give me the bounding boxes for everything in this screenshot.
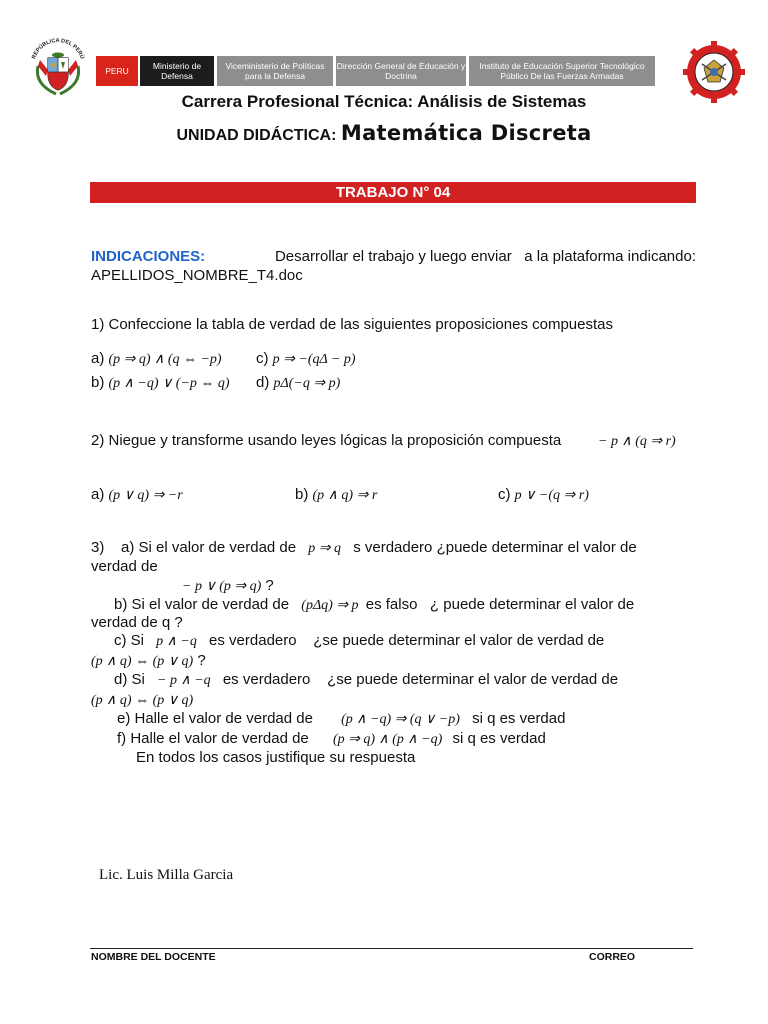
header-box-label: Viceministerio de Políticas para la Defensa (225, 61, 325, 81)
header-box-direction (336, 56, 466, 86)
q3-e-expression: (p ∧ −q) ⇒ (q ∨ −p) (341, 712, 460, 727)
q3-d-expression-2: (p ∧ q) ⇔ (p ∨ q) (91, 693, 194, 708)
q3-f-prefix: f) Halle el valor de verdad de (117, 730, 309, 747)
signature-line (90, 948, 693, 949)
header-box-viceministry (217, 56, 333, 86)
q2-b-expression: (p ∧ q) ⇒ r (312, 488, 378, 503)
q3-closing: En todos los casos justifique su respuesta (136, 749, 416, 766)
q1-c-label: c) (256, 350, 269, 367)
header-box-label: Instituto de Educación Superior Tecnológico Público De las Fuerzas Armadas (479, 61, 645, 81)
indications-label: INDICACIONES: (91, 248, 206, 265)
q1-d-label: d) (256, 374, 270, 391)
q3-d-expression-line (91, 691, 193, 709)
svg-text:REPÚBLICA DEL PERÚ: REPÚBLICA DEL PERÚ (31, 37, 85, 60)
q3-item-e (117, 710, 565, 728)
q2-a-expression: (p ∨ q) ⇒ −r (108, 488, 183, 503)
q3-item-a (91, 539, 637, 557)
q3-a-continuation: verdad de (91, 558, 158, 575)
unit-label: UNIDAD DIDÁCTICA: (176, 127, 337, 144)
q1-b-label: b) (91, 374, 105, 391)
header-box-label: Dirección General de Educación y Doctrina (336, 61, 466, 81)
q3-a-expression-2: − p ∨ (p ⇒ q) (182, 579, 262, 594)
q3-item-b (114, 596, 634, 614)
q3-c-question-mark: ? (197, 652, 206, 669)
indications-filename: APELLIDOS_NOMBRE_T4.doc (91, 267, 303, 284)
q3-a-expression: p ⇒ q (308, 541, 342, 556)
q3-a-prefix: 3) a) Si el valor de verdad de (91, 539, 297, 556)
q1-item-d (256, 374, 340, 392)
q2-item-a (91, 486, 183, 504)
q2-a-label: a) (91, 486, 105, 503)
q1-a-label: a) (91, 350, 105, 367)
q2-expression: − p ∧ (q ⇒ r) (598, 434, 676, 449)
peru-coat-of-arms-icon (26, 36, 90, 100)
q2-b-label: b) (295, 486, 309, 503)
footer-teacher-label: NOMBRE DEL DOCENTE (91, 951, 216, 963)
unit-title (0, 121, 768, 145)
career-title: Carrera Profesional Técnica: Análisis de Sistemas (181, 92, 587, 111)
indications-text: Desarrollar el trabajo y luego enviar a la plataforma indicando: (274, 248, 696, 265)
q1-d-expression: pΔ(−q ⇒ p) (273, 376, 341, 391)
q2-c-label: c) (498, 486, 511, 503)
q1-statement: 1) Confeccione la tabla de verdad de las siguientes proposiciones compuestas (91, 316, 613, 333)
q3-item-c (114, 632, 604, 650)
teacher-name: Lic. Luis Milla Garcia (99, 867, 234, 883)
assignment-banner: TRABAJO N° 04 (90, 182, 696, 203)
header-box-label: Ministerio de Defensa (152, 61, 202, 81)
q2-statement: 2) Niegue y transforme usando leyes lógicas la proposición compuesta (91, 432, 562, 449)
q1-b-expression: (p ∧ −q) ∨ (−p ⇔ q) (108, 376, 230, 391)
q3-b-suffix: es falso ¿ puede determinar el valor de (365, 596, 635, 613)
unit-name: Matemática Discreta (340, 121, 592, 145)
q3-a-suffix: s verdadero ¿puede determinar el valor de (353, 539, 637, 556)
q2-item-b (295, 486, 377, 504)
q3-c-expression-2: (p ∧ q) ⇔ (p ∨ q) (91, 654, 194, 669)
q3-a-question-mark: ? (265, 577, 274, 594)
header-box-ministry (140, 56, 214, 86)
header-box-label: PERU (105, 66, 129, 76)
q3-f-expression: (p ⇒ q) ∧ (p ∧ −q) (332, 732, 443, 747)
q3-item-f (117, 730, 546, 748)
q3-f-suffix: si q es verdad (452, 730, 546, 747)
q2-c-expression: p ∨ −(q ⇒ r) (514, 488, 589, 503)
q3-item-d (114, 671, 618, 689)
q1-item-c (256, 350, 356, 368)
q3-d-expression: − p ∧ −q (157, 673, 211, 688)
q3-d-suffix: es verdadero ¿se puede determinar el valor de verdad de (222, 671, 619, 688)
q2-item-c (498, 486, 589, 504)
q1-c-expression: p ⇒ −(qΔ − p) (272, 352, 356, 367)
q1-a-expression: (p ⇒ q) ∧ (q ⇔ −p) (108, 352, 222, 367)
q3-a-expression-line (182, 577, 274, 595)
q3-c-expression-line (91, 652, 206, 670)
q3-b-expression: (pΔq) ⇒ p (301, 598, 359, 613)
q3-e-prefix: e) Halle el valor de verdad de (117, 710, 313, 727)
q3-c-expression: p ∧ −q (156, 634, 197, 649)
q3-b-prefix: b) Si el valor de verdad de (114, 596, 290, 613)
q3-b-continuation: verdad de q ? (91, 614, 183, 631)
q3-c-prefix: c) Si (114, 632, 144, 649)
indications (91, 248, 696, 284)
header-box-institute (469, 56, 655, 86)
q3-e-suffix: si q es verdad (472, 710, 566, 727)
footer-email-label: CORREO (589, 951, 636, 963)
q1-item-b (91, 374, 230, 392)
q3-c-suffix: es verdadero ¿se puede determinar el valor de verdad de (209, 632, 605, 649)
q3-d-prefix: d) Si (114, 671, 145, 688)
q1-item-a (91, 350, 222, 368)
header-box-peru (96, 56, 138, 86)
